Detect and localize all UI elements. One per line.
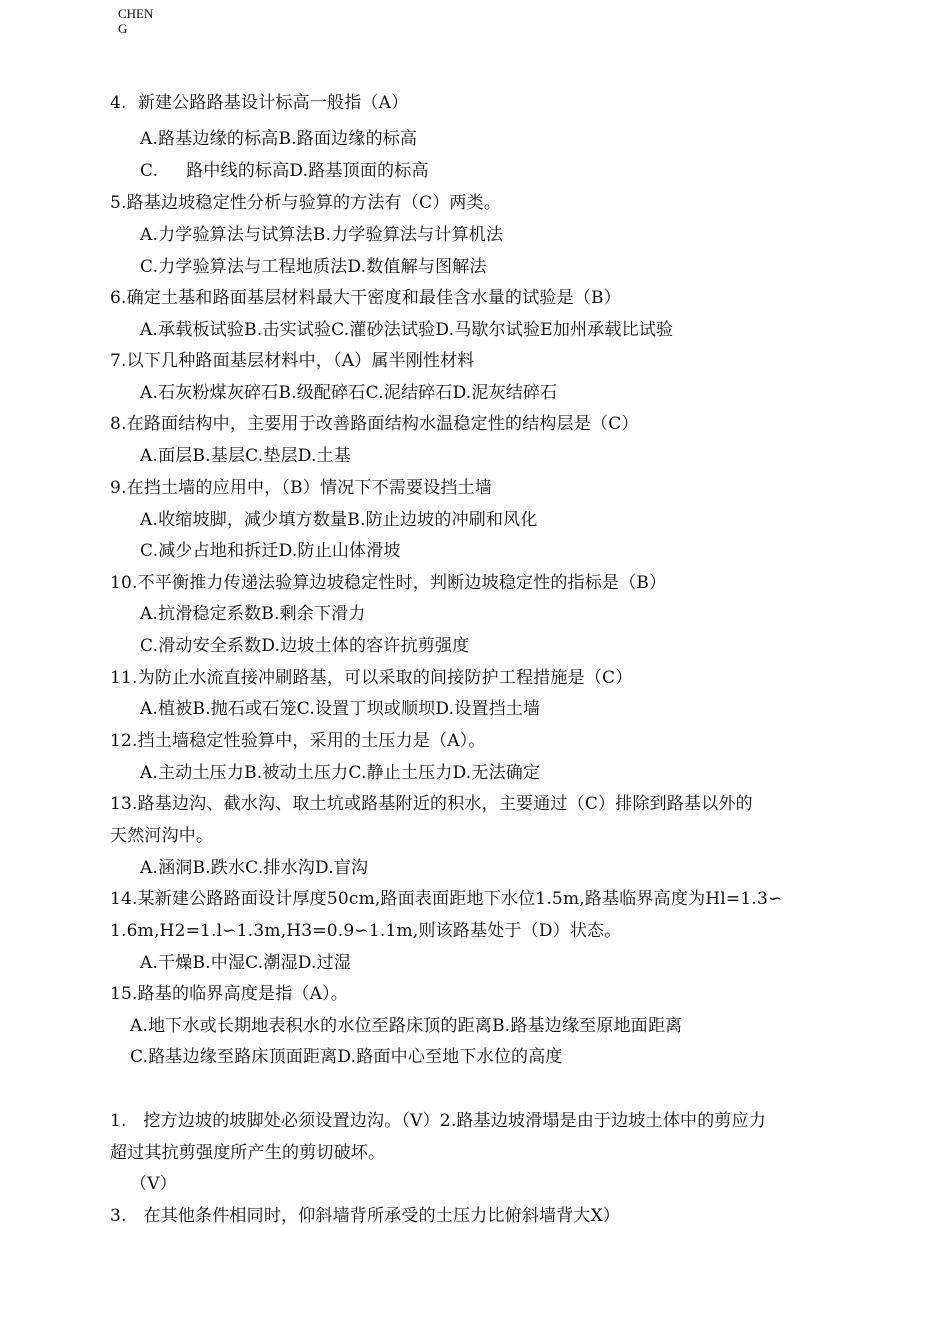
option-line: C.力学验算法与工程地质法D.数值解与图解法 bbox=[140, 257, 487, 277]
option-line: A.面层B.基层C.垫层D.土基 bbox=[140, 446, 352, 466]
option-line: A.石灰粉煤灰碎石B.级配碎石C.泥结碎石D.泥灰结碎石 bbox=[140, 383, 558, 403]
option-line: （V） bbox=[130, 1174, 177, 1194]
question-line: 天然河沟中。 bbox=[110, 826, 214, 846]
option-line: A.涵洞B.跌水C.排水沟D.盲沟 bbox=[140, 858, 369, 878]
question-line: 4. 新建公路路基设计标高一般指（A） bbox=[110, 93, 409, 113]
question-line: 9.在挡土墙的应用中，（B）情况下不需要设挡土墙 bbox=[110, 478, 493, 498]
option-line: A.承载板试验B.击实试验C.灌砂法试验D.马歇尔试验E加州承载比试验 bbox=[140, 320, 674, 340]
option-line: C.路基边缘至路床顶面距离D.路面中心至地下水位的高度 bbox=[130, 1047, 563, 1067]
question-line: 1. 挖方边坡的坡脚处必须设置边沟。（V）2.路基边坡滑塌是由于边坡土体中的剪应力 bbox=[110, 1111, 767, 1131]
question-line: 7.以下几种路面基层材料中，（A）属半刚性材料 bbox=[110, 351, 475, 371]
option-line: A.地下水或长期地表积水的水位至路床顶的距离B.路基边缘至原地面距离 bbox=[130, 1016, 683, 1036]
option-line: A.主动土压力B.被动土压力C.静止土压力D.无法确定 bbox=[140, 763, 541, 783]
option-line: C.减少占地和拆迁D.防止山体滑坡 bbox=[140, 541, 401, 561]
question-line: 10.不平衡推力传递法验算边坡稳定性时，判断边坡稳定性的指标是（B） bbox=[110, 573, 667, 593]
option-line: A.抗滑稳定系数B.剩余下滑力 bbox=[140, 604, 366, 624]
option-line: C.滑动安全系数D.边坡土体的容许抗剪强度 bbox=[140, 636, 470, 656]
question-line: 6.确定土基和路面基层材料最大干密度和最佳含水量的试验是（B） bbox=[110, 288, 621, 308]
question-line: 13.路基边沟、截水沟、取土坑或路基附近的积水，主要通过（C）排除到路基以外的 bbox=[110, 794, 753, 814]
question-line: 15.路基的临界高度是指（A）。 bbox=[110, 984, 349, 1004]
option-line: A.力学验算法与试算法B.力学验算法与计算机法 bbox=[140, 225, 504, 245]
question-line: 3. 在其他条件相同时，仰斜墙背所承受的土压力比俯斜墙背大X） bbox=[110, 1206, 621, 1226]
question-line: 14.某新建公路路面设计厚度50cm,路面表面距地下水位1.5m,路基临界高度为Hl=1.3∽ bbox=[110, 889, 783, 909]
question-line: 11.为防止水流直接冲刷路基，可以采取的间接防护工程措施是（C） bbox=[110, 668, 633, 688]
option-line: C. 路中线的标高D.路基顶面的标高 bbox=[140, 161, 429, 181]
question-line: 5.路基边坡稳定性分析与验算的方法有（C）两类。 bbox=[110, 193, 502, 213]
question-line: 超过其抗剪强度所产生的剪切破坏。 bbox=[110, 1143, 386, 1163]
page-header-text: CHENG bbox=[118, 6, 154, 36]
question-line: 8.在路面结构中，主要用于改善路面结构水温稳定性的结构层是（C） bbox=[110, 414, 639, 434]
question-line: 12.挡土墙稳定性验算中，采用的土压力是（A）。 bbox=[110, 731, 486, 751]
option-line: A.路基边缘的标高B.路面边缘的标高 bbox=[140, 129, 418, 149]
option-line: A.收缩坡脚，减少填方数量B.防止边坡的冲刷和风化 bbox=[140, 510, 538, 530]
question-line: 1.6m,H2=1.l∽1.3m,H3=0.9∽1.1m,则该路基处于（D）状态。 bbox=[110, 921, 622, 941]
option-line: A.干燥B.中湿C.潮湿D.过湿 bbox=[140, 953, 352, 973]
option-line: A.植被B.抛石或石笼C.设置丁坝或顺坝D.设置挡土墙 bbox=[140, 699, 541, 719]
